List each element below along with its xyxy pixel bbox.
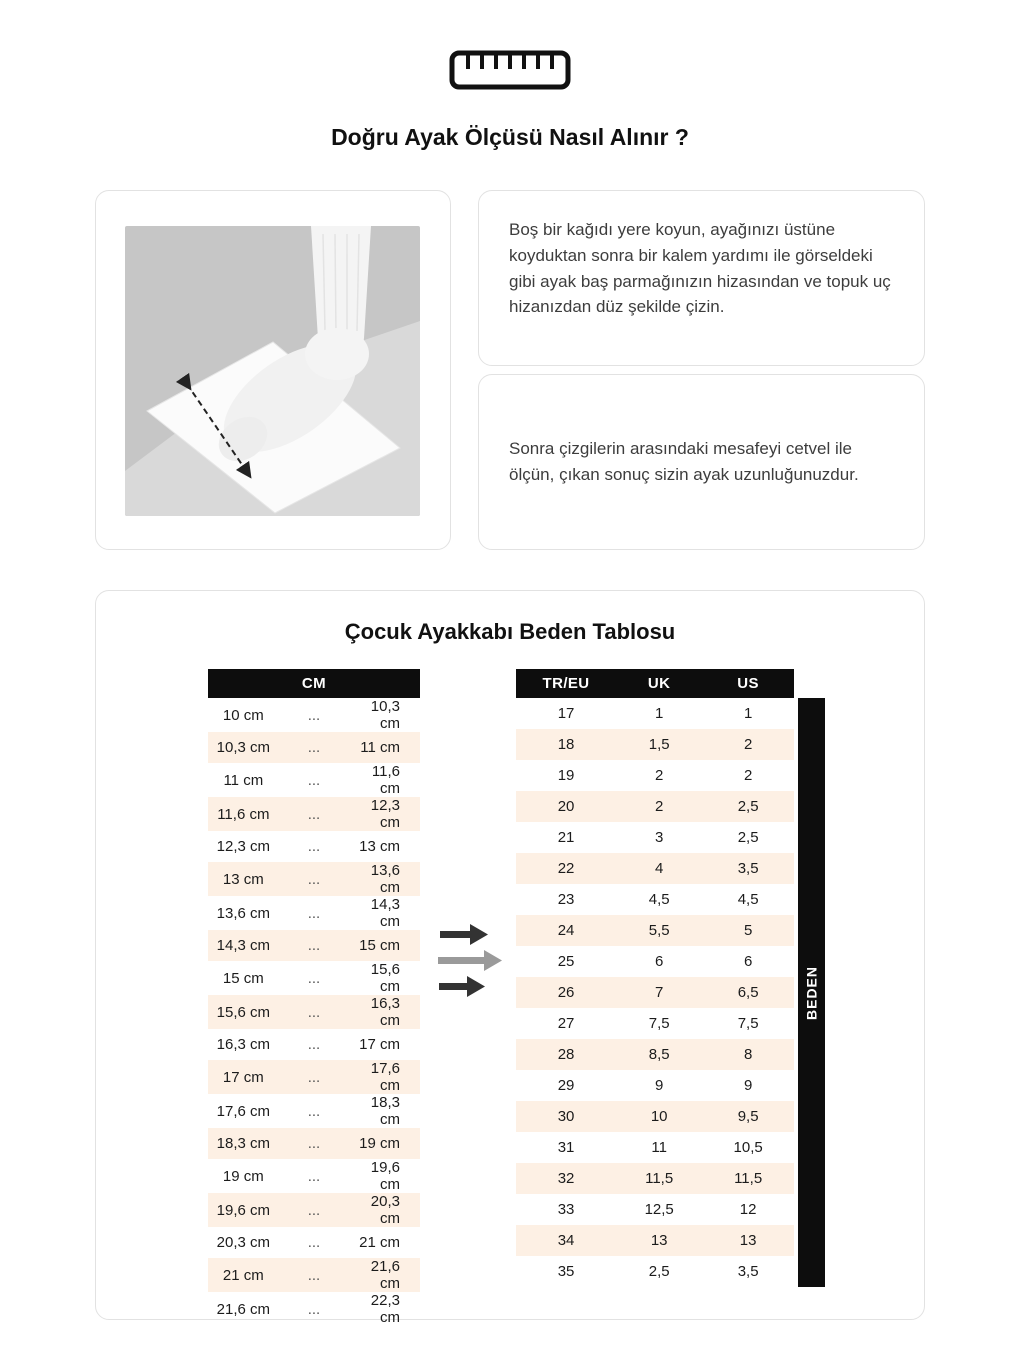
table-row [516, 760, 794, 791]
table-cell: ... [307, 1036, 321, 1053]
ruler-icon [0, 50, 1020, 95]
table-cell: 17 cm [359, 1036, 400, 1053]
table-row [208, 763, 420, 797]
table-cell: 6 [654, 953, 664, 970]
table-cell: 15 cm [222, 969, 264, 987]
table-cell: 3,5 [702, 853, 794, 884]
table-cell: 13,6 cm [349, 862, 420, 896]
table-cell: 15,6 cm [370, 961, 400, 995]
table-row [516, 1163, 794, 1194]
table-cell: 32 [516, 1163, 616, 1194]
table-cell: ... [279, 1060, 350, 1094]
table-row [516, 915, 794, 946]
table-cell: 29 [557, 1077, 575, 1094]
table-cell: 34 [516, 1225, 616, 1256]
table-cell: 10,5 [733, 1139, 763, 1156]
table-row [208, 1258, 420, 1292]
table-cell: 15,6 cm [208, 995, 279, 1029]
table-cell: ... [279, 1258, 350, 1292]
table-cell: 11,6 cm [371, 763, 400, 797]
table-row [516, 1256, 794, 1287]
table-cell: ... [307, 1167, 321, 1185]
table-cell: 9 [654, 1077, 664, 1094]
instruction-step-1-text: Boş bir kağıdı yere koyun, ayağınızı üstüne koyduktan sonra bir kalem yardımı ile görseldeki gibi ayak baş parmağınızın hizasından ve topuk uç hizanızdan düz şekilde çizin. [509, 220, 891, 317]
table-row [208, 698, 420, 732]
table-cell: 10 [616, 1101, 702, 1132]
table-cell: 2 [743, 767, 753, 784]
beden-label-text: BEDEN [803, 965, 820, 1020]
table-cell: 13,6 cm [216, 904, 270, 922]
table-cell: 5 [702, 915, 794, 946]
table-cell: 10,3 cm [370, 698, 400, 732]
table-cell: 9 [743, 1077, 753, 1094]
table-row [516, 977, 794, 1008]
table-cell: 2 [616, 791, 702, 822]
us-header: US [702, 669, 794, 698]
table-row [516, 791, 794, 822]
table-cell: 31 [557, 1139, 575, 1156]
table-cell: ... [279, 930, 350, 961]
table-cell: 2 [654, 767, 664, 784]
table-cell: ... [279, 797, 350, 831]
table-cell: 6 [743, 953, 753, 970]
table-cell: 27 [557, 1015, 575, 1032]
table-cell: 7,5 [648, 1015, 670, 1032]
table-cell: 19 cm [222, 1167, 264, 1185]
table-cell: 19,6 cm [208, 1193, 279, 1227]
table-cell: 25 [557, 953, 575, 970]
tr-eu-header: TR/EU [516, 669, 616, 698]
instruction-step-1 [478, 190, 925, 366]
table-cell: 18 [516, 729, 616, 760]
table-cell: 2 [702, 729, 794, 760]
conversion-arrows-icon [436, 921, 510, 1001]
table-cell: ... [279, 1128, 350, 1159]
table-cell: 20,3 cm [349, 1193, 420, 1227]
table-cell: 11,5 [616, 1163, 702, 1194]
size-conversion-table [516, 669, 794, 1287]
table-cell: 4,5 [648, 891, 670, 908]
table-row [208, 961, 420, 995]
table-cell: 12,5 [644, 1201, 674, 1218]
table-cell: 11 cm [349, 732, 420, 763]
table-cell: ... [307, 771, 321, 789]
table-cell: ... [307, 838, 321, 855]
table-row [516, 1132, 794, 1163]
table-cell: ... [279, 862, 350, 896]
table-cell: 6,5 [702, 977, 794, 1008]
table-row [516, 1194, 794, 1225]
table-cell: 18,3 cm [208, 1128, 279, 1159]
table-row [208, 732, 420, 763]
page-title: Doğru Ayak Ölçüsü Nasıl Alınır ? [331, 124, 689, 150]
table-cell: 14,3 cm [208, 930, 279, 961]
table-cell: 9,5 [702, 1101, 794, 1132]
table-cell: 21,6 cm [216, 1300, 270, 1318]
table-row [208, 1094, 420, 1128]
cm-table-header: CM [208, 669, 420, 698]
table-cell: 2,5 [737, 829, 759, 846]
table-cell: 2,5 [648, 1263, 670, 1280]
table-cell: 21 cm [208, 1258, 279, 1292]
table-cell: ... [307, 969, 321, 987]
table-cell: 7,5 [737, 1015, 759, 1032]
table-cell: 16,3 cm [349, 995, 420, 1029]
table-cell: 21 [557, 829, 575, 846]
table-row [516, 946, 794, 977]
table-row [208, 1159, 420, 1193]
table-cell: 33 [557, 1201, 575, 1218]
table-cell: 18,3 cm [370, 1094, 400, 1128]
table-cell: 12,3 cm [216, 838, 270, 855]
table-cell: ... [307, 706, 321, 724]
table-cell: 13 [616, 1225, 702, 1256]
table-row [516, 822, 794, 853]
table-cell: 17 cm [208, 1060, 279, 1094]
table-row [208, 896, 420, 930]
table-cell: ... [279, 995, 350, 1029]
table-row [208, 1128, 420, 1159]
table-cell: 14,3 cm [370, 896, 400, 930]
cm-table [208, 669, 420, 1326]
table-cell: ... [307, 1300, 321, 1318]
table-cell: 8 [702, 1039, 794, 1070]
table-cell: 28 [516, 1039, 616, 1070]
table-row [208, 862, 420, 896]
size-table-card [95, 590, 925, 1326]
table-row [208, 797, 420, 831]
table-cell: 4,5 [737, 891, 759, 908]
photo-card [95, 190, 451, 550]
table-cell: 17,6 cm [349, 1060, 420, 1094]
cm-table-body [208, 698, 420, 1326]
table-row [208, 1060, 420, 1094]
table-row [516, 1039, 794, 1070]
table-cell: 21,6 cm [349, 1258, 420, 1292]
table-cell: 15 cm [349, 930, 420, 961]
table-cell: 11 [651, 1139, 667, 1156]
table-row [208, 831, 420, 862]
table-cell: 20,3 cm [216, 1234, 270, 1251]
table-cell: 22,3 cm [370, 1292, 400, 1326]
foot-measurement-photo [125, 226, 420, 516]
table-cell: ... [279, 1193, 350, 1227]
table-cell: 13 [702, 1225, 794, 1256]
table-cell: 8,5 [616, 1039, 702, 1070]
table-row [208, 1227, 420, 1258]
table-cell: 19 cm [349, 1128, 420, 1159]
table-cell: 19 [557, 767, 575, 784]
table-row [516, 1008, 794, 1039]
table-cell: 22 [516, 853, 616, 884]
size-table-body [516, 698, 794, 1287]
table-row [208, 930, 420, 961]
table-row [516, 1070, 794, 1101]
table-row [208, 995, 420, 1029]
table-cell: 12,3 cm [349, 797, 420, 831]
table-cell: 7 [616, 977, 702, 1008]
table-row [516, 698, 794, 729]
table-cell: ... [279, 732, 350, 763]
table-cell: 13 cm [208, 862, 279, 896]
table-row [208, 1292, 420, 1326]
table-cell: 1,5 [616, 729, 702, 760]
table-cell: 19,6 cm [370, 1159, 400, 1193]
table-cell: 17,6 cm [216, 1102, 270, 1120]
table-cell: ... [307, 1102, 321, 1120]
table-cell: 10,3 cm [208, 732, 279, 763]
table-row [516, 1225, 794, 1256]
table-cell: 12 [739, 1201, 757, 1218]
size-table-title: Çocuk Ayakkabı Beden Tablosu [344, 619, 676, 644]
table-cell: 13 cm [359, 838, 400, 855]
table-cell: ... [307, 904, 321, 922]
table-cell: 21 cm [359, 1234, 400, 1251]
table-cell: 11 cm [223, 771, 264, 789]
table-row [516, 884, 794, 915]
table-cell: 23 [557, 891, 575, 908]
table-row [208, 1029, 420, 1060]
table-cell: 20 [516, 791, 616, 822]
beden-axis-label [798, 698, 825, 1287]
table-cell: 11,5 [702, 1163, 794, 1194]
table-cell: 17 [557, 705, 575, 722]
table-cell: 16,3 cm [216, 1036, 270, 1053]
table-cell: 35 [557, 1263, 575, 1280]
instruction-step-2-text: Sonra çizgilerin arasındaki mesafeyi cetvel ile ölçün, çıkan sonuç sizin ayak uzunluğunuzdur. [509, 439, 859, 484]
table-cell: 30 [516, 1101, 616, 1132]
table-cell: 10 cm [222, 706, 264, 724]
size-table-header-row [516, 669, 794, 698]
table-row [208, 1193, 420, 1227]
cm-table-header-row [208, 669, 420, 698]
table-cell: 3,5 [737, 1263, 759, 1280]
instruction-step-2 [478, 374, 925, 550]
table-row [516, 1101, 794, 1132]
uk-header: UK [616, 669, 702, 698]
table-cell: ... [307, 1234, 321, 1251]
table-row [516, 729, 794, 760]
table-cell: 3 [654, 829, 664, 846]
table-cell: 2,5 [702, 791, 794, 822]
table-cell: 26 [516, 977, 616, 1008]
table-cell: 24 [516, 915, 616, 946]
table-cell: 11,6 cm [208, 797, 279, 831]
table-cell: 4 [616, 853, 702, 884]
table-cell: 1 [654, 705, 664, 722]
table-cell: 5,5 [616, 915, 702, 946]
table-cell: 1 [743, 705, 753, 722]
table-row [516, 853, 794, 884]
